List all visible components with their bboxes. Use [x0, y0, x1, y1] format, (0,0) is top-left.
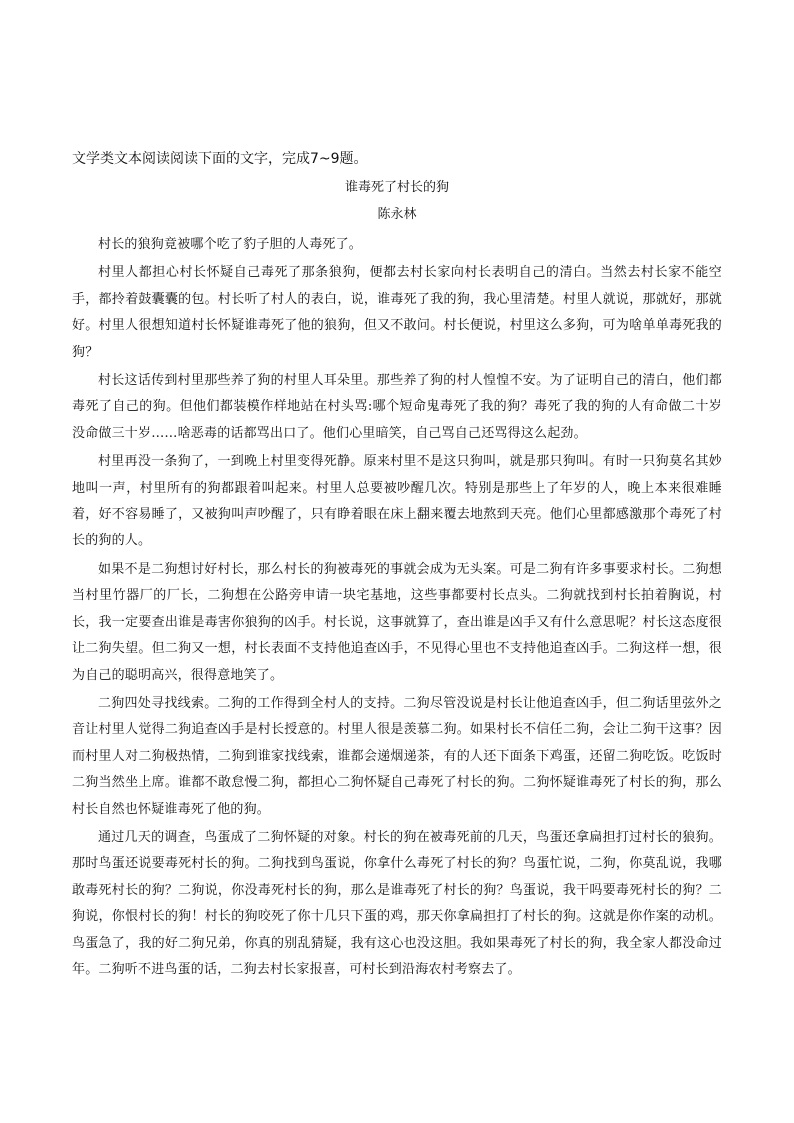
story-paragraph: 二狗四处寻找线索。二狗的工作得到全村人的支持。二狗尽管没说是村长让他追查凶手，但二狗话里弦外之音让村里人觉得二狗追查凶手是村长授意的。村里人很是羡慕二狗。如果村长不信任二狗，会让二狗干这事？因而村里人对二狗极热情，二狗到谁家找线索，谁都会递烟递茶，有的人还下面条下鸡蛋，还留二狗吃饭。吃饭时二狗当然坐上席。谁都不敢怠慢二狗，都担心二狗怀疑自己毒死了村长的狗。二狗怀疑谁毒死了村长的狗，那么村长自然也怀疑谁毒死了他的狗。 [72, 695, 722, 817]
story-body [72, 232, 722, 985]
story-paragraph: 村长这话传到村里那些养了狗的村里人耳朵里。那些养了狗的村人惶惶不安。为了证明自己的清白，他们都毒死了自己的狗。但他们都装模作样地站在村头骂:哪个短命鬼毒死了我的狗？毒死了我的狗的人有命做二十岁没命做三十岁……啥恶毒的话都骂出口了。他们心里暗笑，自己骂自己还骂得这么起劲。 [72, 373, 722, 441]
reading-instruction: 文学类文本阅读阅读下面的文字，完成7~9题。 [72, 151, 368, 167]
story-paragraph: 村长的狼狗竟被哪个吃了豹子胆的人毒死了。 [98, 237, 363, 252]
story-paragraph: 村里再没一条狗了，一到晚上村里变得死静。原来村里不是这只狗叫，就是那只狗叫。有时一只狗莫名其妙地叫一声，村里所有的狗都跟着叫起来。村里人总要被吵醒几次。特别是那些上了年岁的人，晚上本来很难睡着，好不容易睡了，又被狗叫声吵醒了，只有睁着眼在床上翻来覆去地熬到天亮。他们心里都感激那个毒死了村长的狗的人。 [72, 454, 722, 549]
story-title: 谁毒死了村长的狗 [344, 180, 449, 195]
story-author: 陈永林 [377, 207, 417, 222]
story-paragraph: 如果不是二狗想讨好村长，那么村长的狗被毒死的事就会成为无头案。可是二狗有许多事要求村长。二狗想当村里竹器厂的厂长，二狗想在公路旁申请一块宅基地，这些事都要村长点头。二狗就找到村长拍着胸说，村长，我一定要查出谁是毒害你狼狗的凶手。村长说，这事就算了，查出谁是凶手又有什么意思呢？村长这态度很让二狗失望。但二狗又一想，村长表面不支持他追查凶手，不见得心里也不支持他追查凶手。二狗这样一想，很为自己的聪明高兴，很得意地笑了。 [72, 561, 722, 683]
story-paragraph: 村里人都担心村长怀疑自己毒死了那条狼狗，便都去村长家向村长表明自己的清白。当然去村长家不能空手，都拎着鼓囊囊的包。村长听了村人的表白，说，谁毒死了我的狗，我心里清楚。村里人就说，那就好，那就好。村里人很想知道村长怀疑谁毒死了他的狼狗，但又不敢问。村长便说，村里这么多狗，可为啥单单毒死我的狗？ [72, 265, 722, 360]
story-paragraph: 通过几天的调查，鸟蛋成了二狗怀疑的对象。村长的狗在被毒死前的几天，鸟蛋还拿扁担打过村长的狼狗。那时鸟蛋还说要毒死村长的狗。二狗找到鸟蛋说，你拿什么毒死了村长的狗？鸟蛋忙说，二狗，你莫乱说，我哪敢毒死村长的狗？二狗说，你没毒死村长的狗，那么是谁毒死了村长的狗？鸟蛋说，我干吗要毒死村长的狗？二狗说，你恨村长的狗！村长的狗咬死了你十几只下蛋的鸡，那天你拿扁担打了村长的狗。这就是你作案的动机。鸟蛋急了，我的好二狗兄弟，你真的别乱猜疑，我有这心也没这胆。我如果毒死了村长的狗，我全家人都没命过年。二狗听不进鸟蛋的话，二狗去村长家报喜，可村长到沿海农村考察去了。 [72, 829, 722, 977]
